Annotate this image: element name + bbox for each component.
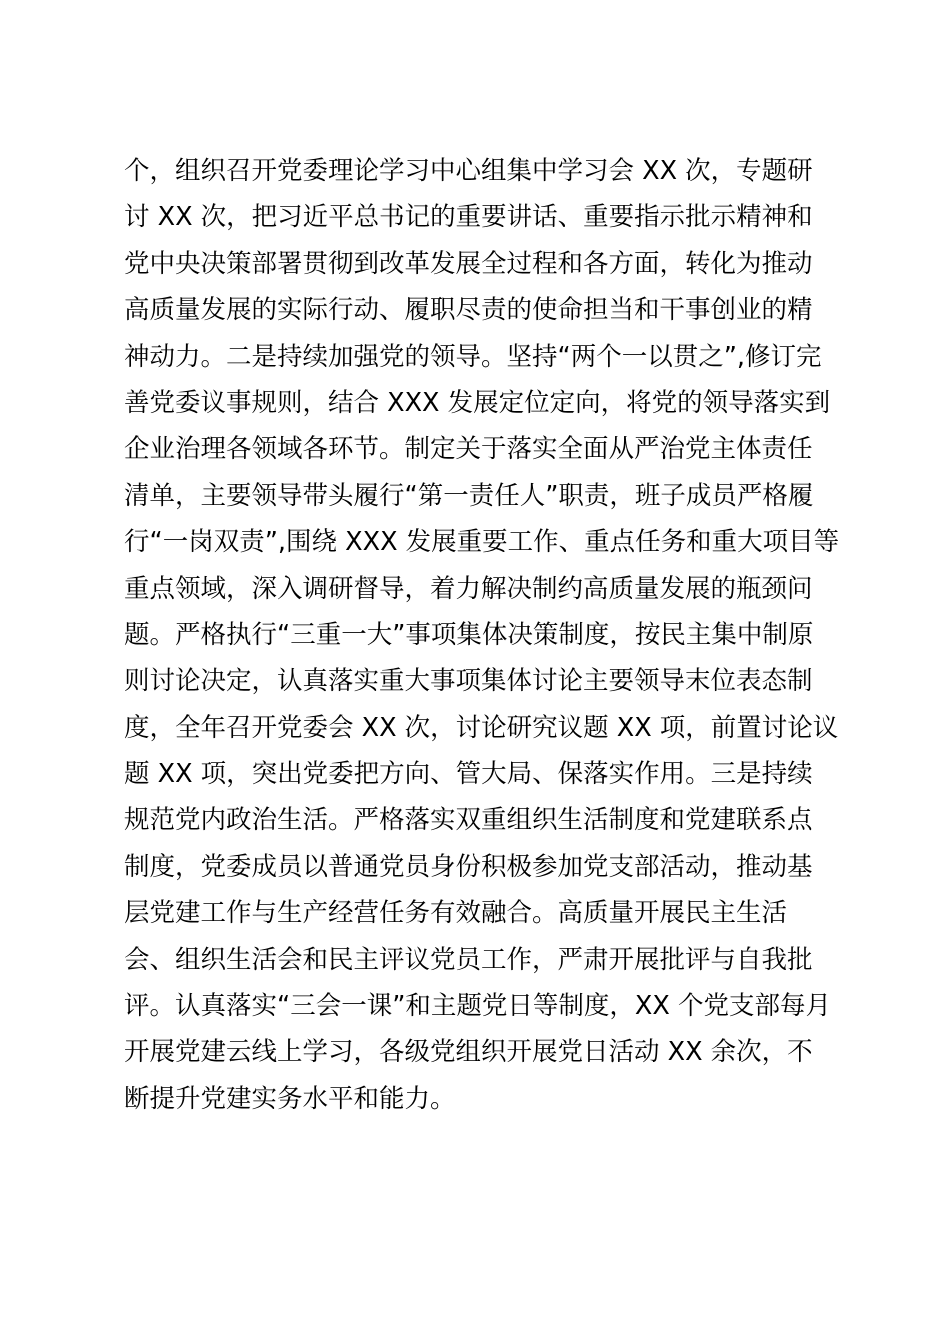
text-line: 断提升党建实务水平和能力。 (124, 1083, 456, 1114)
text-line: 神动力。二是持续加强党的领导。坚持“两个一以贯之”,修订完 (124, 341, 822, 372)
text-line: 重点领域，深入调研督导，着力解决制约高质量发展的瓶颈问 (124, 573, 813, 604)
text-line: 则讨论决定，认真落实重大事项集体讨论主要领导末位表态制 (124, 666, 813, 697)
text-line: 开展党建云线上学习，各级党组织开展党日活动 XX 余次，不 (124, 1037, 813, 1068)
text-line: 题 XX 项，突出党委把方向、管大局、保落实作用。三是持续 (124, 759, 813, 790)
text-line: 度，全年召开党委会 XX 次，讨论研究议题 XX 项，前置讨论议 (124, 712, 839, 743)
text-line: 讨 XX 次，把习近平总书记的重要讲话、重要指示批示精神和 (124, 202, 813, 233)
text-line: 题。严格执行“三重一大”事项集体决策制度，按民主集中制原 (124, 619, 814, 650)
text-line: 党中央决策部署贯彻到改革发展全过程和各方面，转化为推动 (124, 248, 813, 279)
text-line: 行“一岗双责”,围绕 XXX 发展重要工作、重点任务和重大项目等 (124, 527, 840, 558)
text-line: 个，组织召开党委理论学习中心组集中学习会 XX 次，专题研 (124, 156, 813, 186)
text-line: 规范党内政治生活。严格落实双重组织生活制度和党建联系点 (124, 805, 813, 836)
body-paragraph (124, 148, 844, 1122)
text-line: 制度，党委成员以普通党员身份积极参加党支部活动，推动基 (124, 851, 813, 882)
text-line: 企业治理各领域各环节。制定关于落实全面从严治党主体责任 (124, 434, 813, 465)
text-line: 评。认真落实“三会一课”和主题党日等制度，XX 个党支部每月 (124, 991, 831, 1022)
text-line: 层党建工作与生产经营任务有效融合。高质量开展民主生活 (124, 898, 788, 929)
text-line: 高质量发展的实际行动、履职尽责的使命担当和干事创业的精 (124, 295, 813, 326)
text-line: 清单，主要领导带头履行“第一责任人”职责，班子成员严格履 (124, 480, 814, 511)
text-line: 善党委议事规则，结合 XXX 发展定位定向，将党的领导落实到 (124, 387, 831, 418)
text-line: 会、组织生活会和民主评议党员工作，严肃开展批评与自我批 (124, 944, 813, 975)
